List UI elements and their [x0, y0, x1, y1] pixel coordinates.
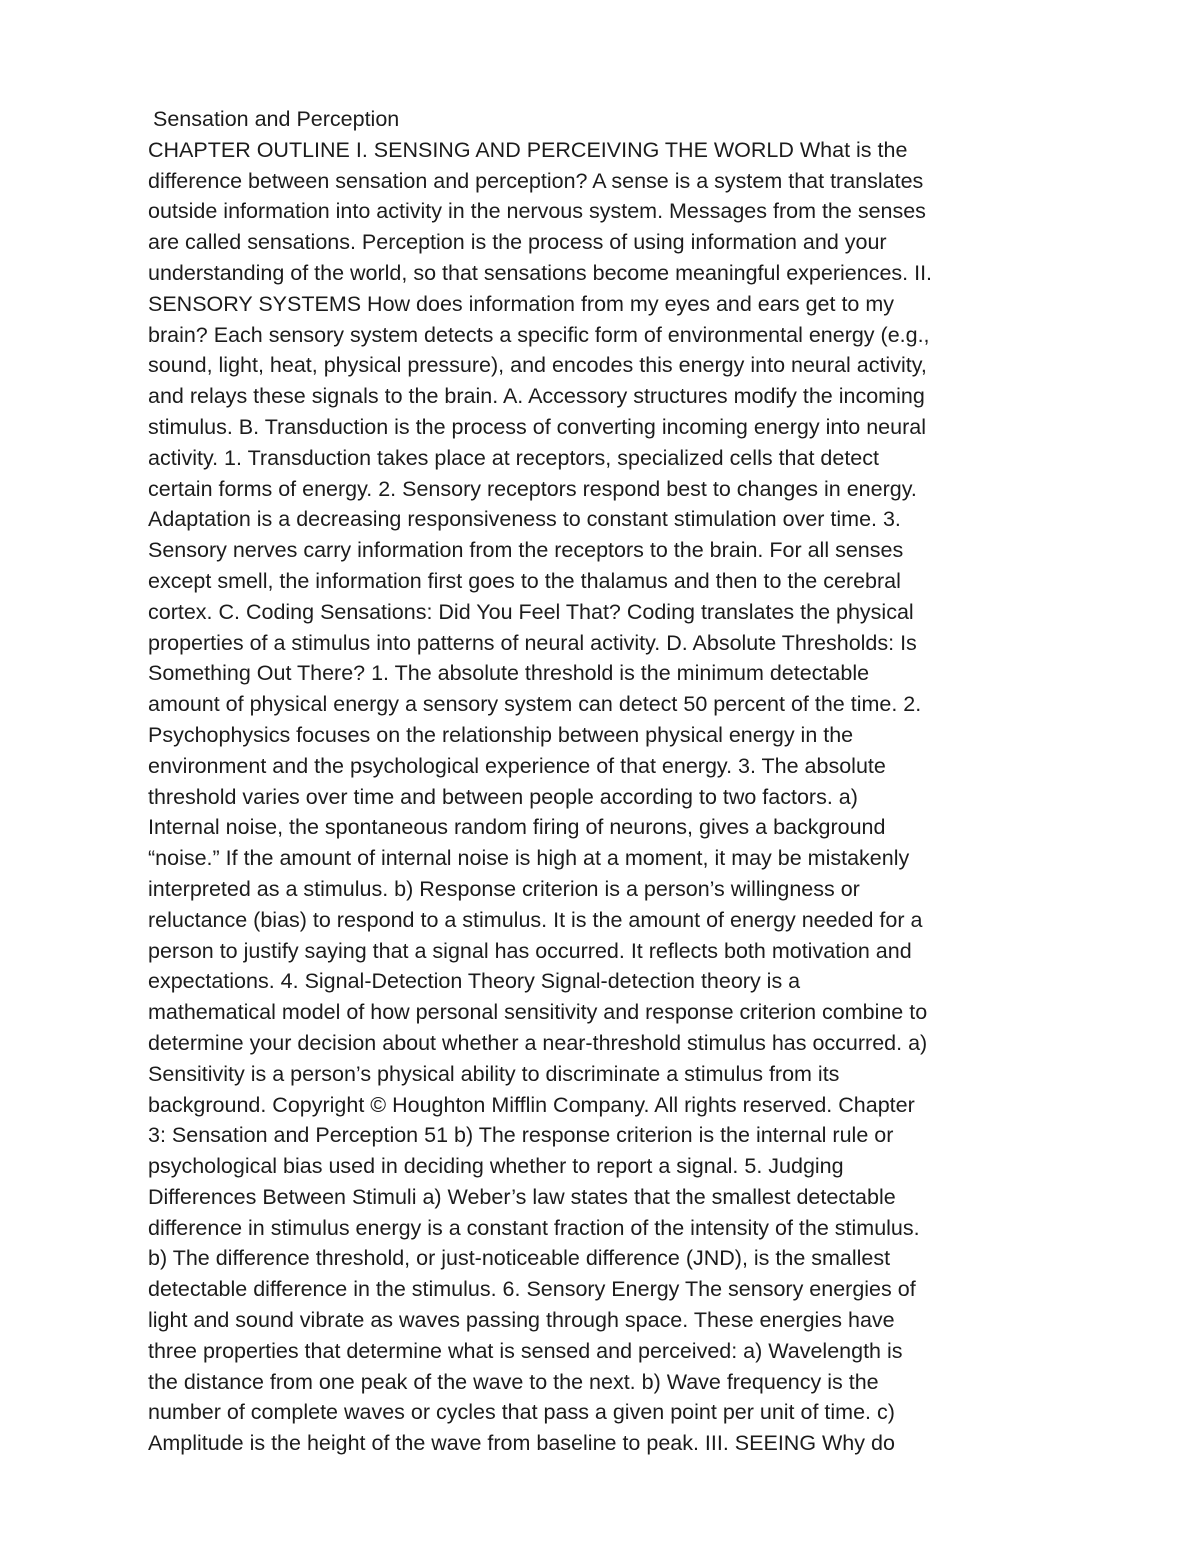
text-line: 3: Sensation and Perception 51 b) The response criterion is the internal rule or: [148, 1123, 894, 1148]
text-line: environment and the psychological experience of that energy. 3. The absolute: [148, 753, 886, 778]
text-line: and relays these signals to the brain. A. Accessory structures modify the incoming: [148, 384, 925, 409]
text-line: sound, light, heat, physical pressure), and encodes this energy into neural activity,: [148, 353, 927, 378]
text-line: amount of physical energy a sensory system can detect 50 percent of the time. 2.: [148, 692, 922, 717]
text-line: reluctance (bias) to respond to a stimulus. It is the amount of energy needed for a: [148, 907, 923, 932]
text-line: are called sensations. Perception is the process of using information and your: [148, 230, 887, 255]
text-line: threshold varies over time and between people according to two factors. a): [148, 784, 858, 809]
text-line: number of complete waves or cycles that pass a given point per unit of time. c): [148, 1400, 895, 1425]
text-line: Amplitude is the height of the wave from baseline to peak. III. SEEING Why do: [148, 1431, 895, 1456]
text-line: certain forms of energy. 2. Sensory receptors respond best to changes in energy.: [148, 476, 917, 501]
text-line: outside information into activity in the nervous system. Messages from the senses: [148, 199, 926, 224]
text-line: the distance from one peak of the wave to the next. b) Wave frequency is the: [148, 1369, 879, 1394]
text-line: determine your decision about whether a near-threshold stimulus has occurred. a): [148, 1030, 928, 1055]
text-line: CHAPTER OUTLINE I. SENSING AND PERCEIVING THE WORLD What is the: [148, 137, 908, 162]
text-line: Sensitivity is a person’s physical ability to discriminate a stimulus from its: [148, 1061, 840, 1086]
text-line: Sensory nerves carry information from the receptors to the brain. For all senses: [148, 538, 904, 563]
text-line: mathematical model of how personal sensitivity and response criterion combine to: [148, 1000, 928, 1025]
text-line: background. Copyright © Houghton Mifflin Company. All rights reserved. Chapter: [148, 1092, 915, 1117]
text-line: brain? Each sensory system detects a specific form of environmental energy (e.g.,: [148, 322, 930, 347]
text-line: psychological bias used in deciding whether to report a signal. 5. Judging: [148, 1154, 844, 1179]
text-line: activity. 1. Transduction takes place at receptors, specialized cells that detect: [148, 445, 879, 470]
document-body: [148, 104, 1068, 1459]
text-line: interpreted as a stimulus. b) Response criterion is a person’s willingness or: [148, 876, 860, 901]
text-line: Psychophysics focuses on the relationship between physical energy in the: [148, 722, 854, 747]
text-line: Internal noise, the spontaneous random firing of neurons, gives a background: [148, 815, 886, 840]
text-line: Differences Between Stimuli a) Weber’s law states that the smallest detectable: [148, 1184, 896, 1209]
text-line: Something Out There? 1. The absolute threshold is the minimum detectable: [148, 661, 870, 686]
text-line: understanding of the world, so that sensations become meaningful experiences. II.: [148, 260, 933, 285]
text-line: b) The difference threshold, or just-noticeable difference (JND), is the smallest: [148, 1246, 891, 1271]
document-text-lines: [148, 135, 1068, 1459]
text-line: person to justify saying that a signal has occurred. It reflects both motivation and: [148, 938, 912, 963]
text-line: detectable difference in the stimulus. 6. Sensory Energy The sensory energies of: [148, 1277, 916, 1302]
text-line: SENSORY SYSTEMS How does information from my eyes and ears get to my: [148, 291, 895, 316]
text-line: three properties that determine what is sensed and perceived: a) Wavelength is: [148, 1338, 903, 1363]
document-title: Sensation and Perception: [153, 107, 400, 131]
text-line: Adaptation is a decreasing responsiveness to constant stimulation over time. 3.: [148, 507, 901, 532]
text-line: “noise.” If the amount of internal noise is high at a moment, it may be mistakenly: [148, 846, 910, 871]
text-line: expectations. 4. Signal-Detection Theory Signal-detection theory is a: [148, 969, 801, 994]
text-line: stimulus. B. Transduction is the process of converting incoming energy into neural: [148, 414, 926, 439]
text-line: difference in stimulus energy is a constant fraction of the intensity of the stimulus.: [148, 1215, 920, 1240]
text-line: properties of a stimulus into patterns of neural activity. D. Absolute Thresholds: Is: [148, 630, 917, 655]
text-line: difference between sensation and perception? A sense is a system that translates: [148, 168, 924, 193]
text-line: cortex. C. Coding Sensations: Did You Feel That? Coding translates the physical: [148, 599, 914, 624]
text-line: except smell, the information first goes to the thalamus and then to the cerebral: [148, 568, 901, 593]
text-line: light and sound vibrate as waves passing through space. These energies have: [148, 1308, 895, 1333]
